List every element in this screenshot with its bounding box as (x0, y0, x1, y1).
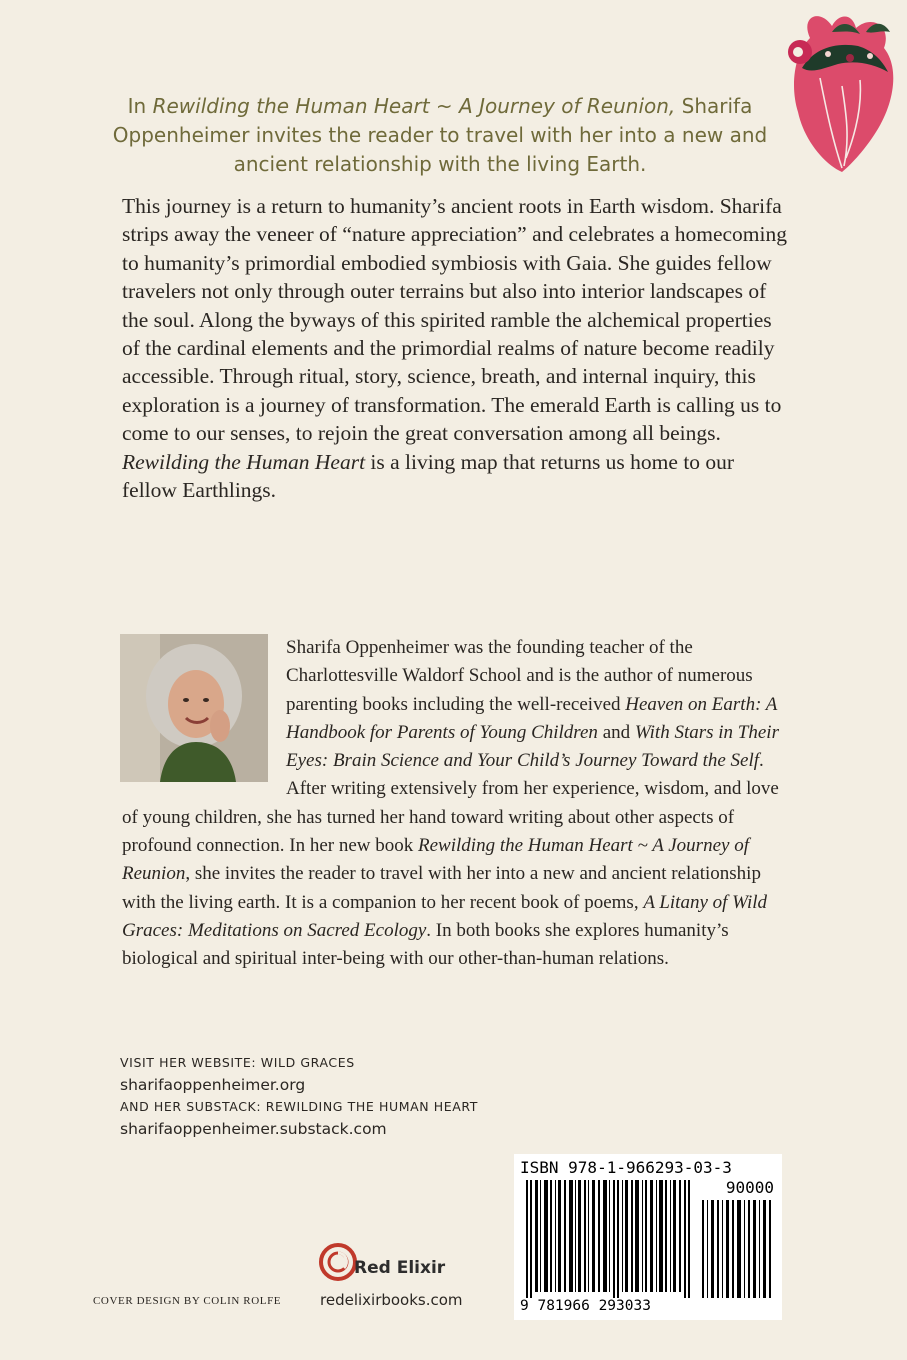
bio-text-4: , she invites the reader to travel with her into a new and ancient relationship with the living earth. It is a companion to her recent book of poems, (122, 863, 761, 913)
price-addon-number: 90000 (725, 1178, 774, 1197)
blurb-book-title: Rewilding the Human Heart (122, 449, 366, 474)
isbn-barcode (514, 1154, 782, 1320)
intro-rest: Sharifa Oppenheimer invites the reader to travel with her into a new and ancient relationship with the living Earth. (112, 94, 768, 176)
website-link[interactable]: sharifaoppenheimer.org (120, 1076, 306, 1094)
red-elixir-logo-icon (318, 1242, 358, 1282)
intro-book-title: Rewilding the Human Heart ~ A Journey of Reunion, (152, 94, 676, 118)
bio-text-2: and (597, 721, 635, 743)
bio-book-4: A Litany of Wild Graces: Meditations on Sacred Ecology (122, 891, 767, 941)
ean-number: 9 781966 293033 (520, 1298, 651, 1314)
blurb-paragraph (122, 192, 792, 504)
barcode-bars-icon (524, 1180, 774, 1298)
blurb-text: This journey is a return to humanity’s ancient roots in Earth wisdom. Sharifa strips away the veneer of “nature appreciation” and celebrates a homecoming to humanity’s primordial embodied symbiosis with Gaia. She guides fellow travelers not only through outer terrains but also into interior landscapes of the soul. Along the byways of this spirited ramble the alchemical properties of the cardinal elements and the primordial realms of nature become readily accessible. Through ritual, story, science, breath, and internal inquiry, this exploration is a journey of transformation. The emerald Earth is calling us to come to our senses, to rejoin the great conversation among all beings. (122, 194, 787, 446)
intro-paragraph (100, 92, 780, 179)
heart-illustration (780, 8, 904, 178)
intro-prefix: In (127, 94, 153, 118)
bio-text-5: . In both books she explores humanity’s biological and spiritual inter-being with our other-than-human relations. (122, 919, 729, 970)
substack-caption: AND HER SUBSTACK: REWILDING THE HUMAN HEART (120, 1099, 479, 1114)
substack-link[interactable]: sharifaoppenheimer.substack.com (120, 1120, 387, 1138)
bio-book-2: With Stars in Their Eyes: Brain Science and Your Child’s Journey Toward the Self (286, 721, 779, 772)
website-caption: VISIT HER WEBSITE: WILD GRACES (120, 1055, 355, 1070)
bio-text-1: Sharifa Oppenheimer was the founding teacher of the Charlottesville Waldorf School and is the author of numerous parenting books including the well-received (286, 637, 753, 715)
isbn-number: ISBN 978-1-966293-03-3 (520, 1158, 732, 1177)
bio-book-1: Heaven on Earth: A Handbook for Parents of Young Children (286, 693, 778, 743)
author-links (120, 1052, 560, 1140)
blurb-end: is a living map that returns us home to our fellow Earthlings. (122, 449, 735, 503)
photo-spacer (122, 634, 286, 802)
publisher-link[interactable]: redelixirbooks.com (320, 1291, 463, 1309)
bio-book-3: Rewilding the Human Heart ~ A Journey of Reunion (122, 835, 749, 885)
bio-text-3: . After writing extensively from her experience, wisdom, and love of young children, she has turned her hand toward writing about other aspects of profound connection. In her new book (122, 750, 779, 857)
author-bio (122, 634, 782, 974)
publisher-name: Red Elixir (354, 1258, 446, 1278)
cover-design-credit: COVER DESIGN BY COLIN ROLFE (93, 1295, 282, 1307)
